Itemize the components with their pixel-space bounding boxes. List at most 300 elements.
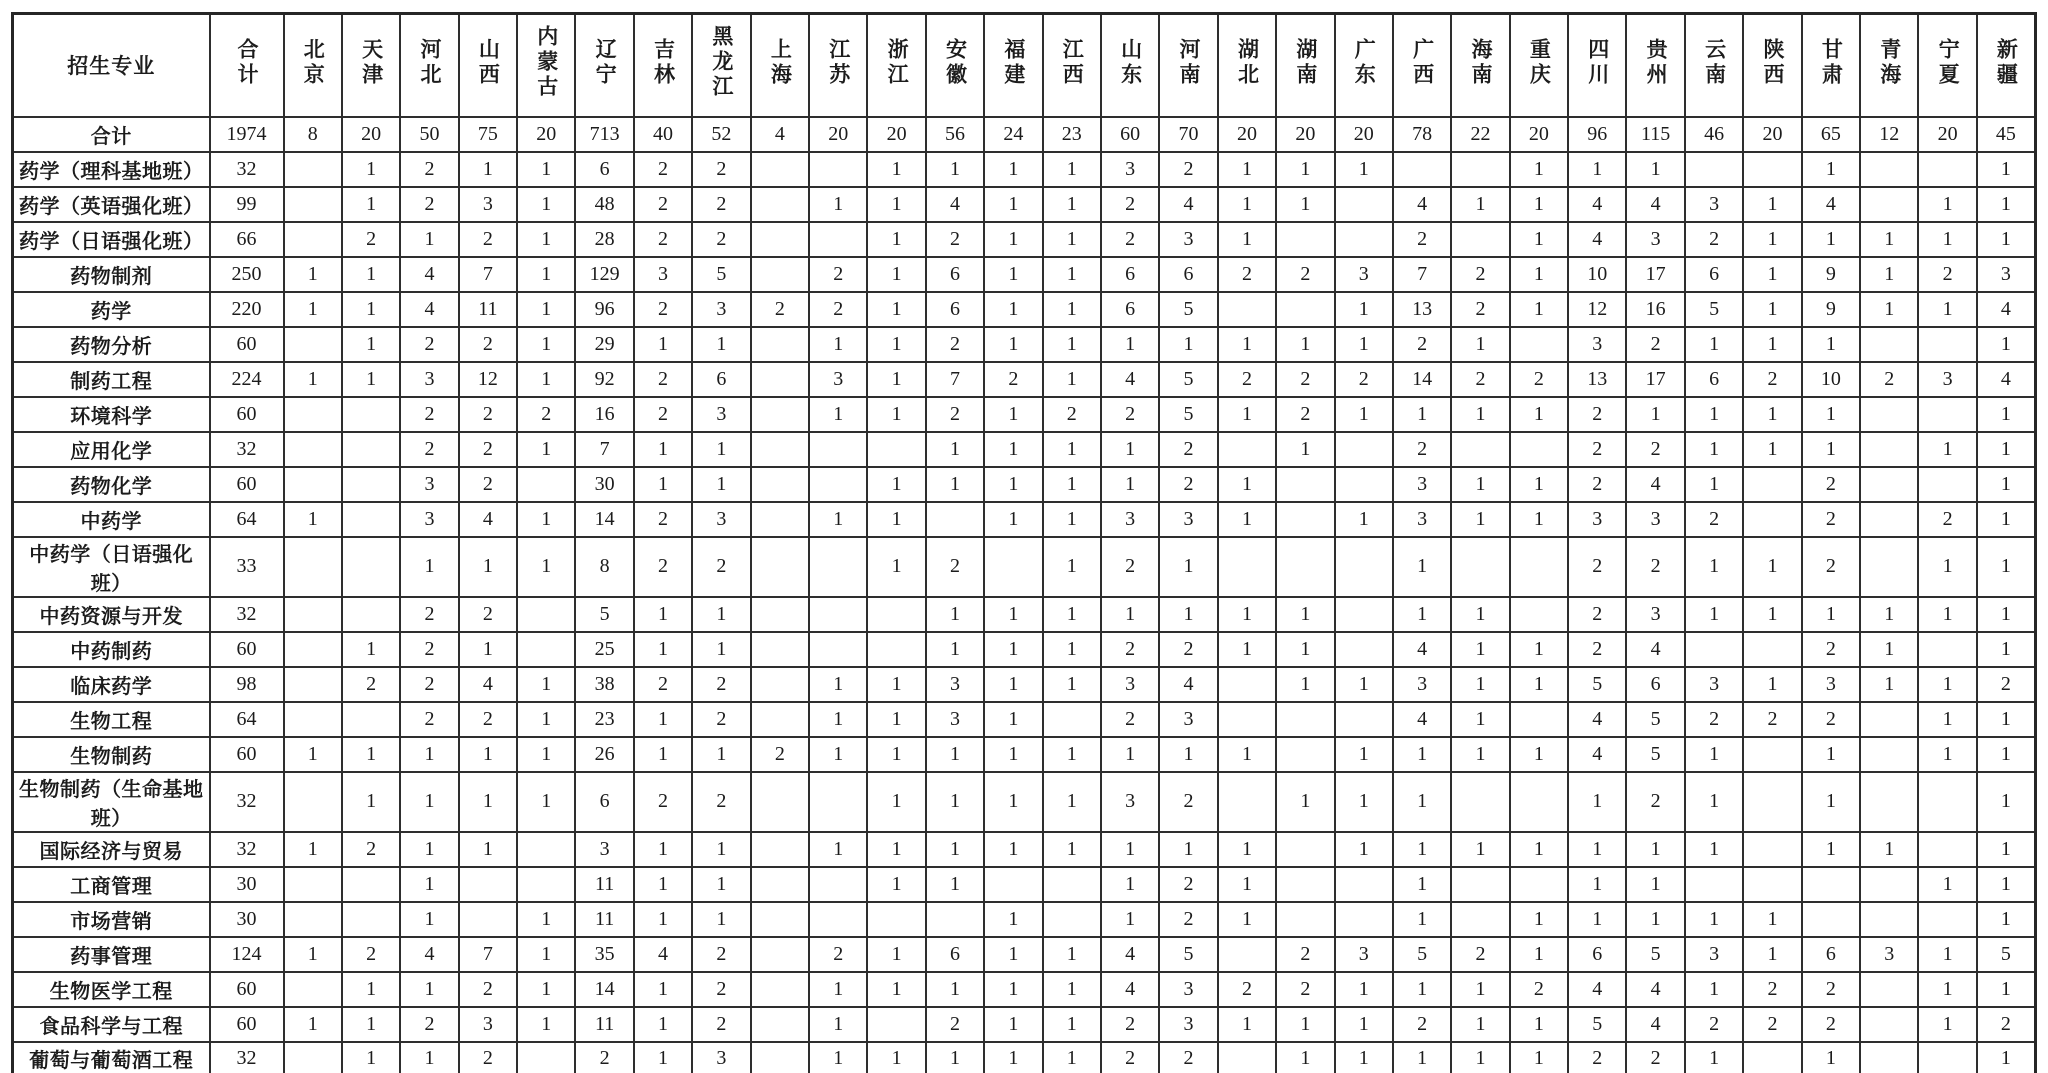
value-cell: 1 [1626,832,1684,867]
value-cell: 3 [1860,937,1918,972]
value-cell [284,702,342,737]
value-cell: 3 [1568,502,1626,537]
value-cell: 1 [1101,737,1159,772]
value-cell: 2 [1159,467,1217,502]
value-cell [1860,737,1918,772]
value-cell: 65 [1802,117,1860,152]
value-cell: 2 [1393,222,1451,257]
value-cell: 1 [1276,667,1334,702]
value-cell: 1 [1335,1042,1393,1073]
value-cell: 11 [459,292,517,327]
major-name-cell: 中药学（日语强化班） [13,537,210,597]
value-cell: 1 [1393,972,1451,1007]
value-cell: 30 [575,467,633,502]
value-cell: 4 [1393,702,1451,737]
value-cell: 20 [1918,117,1976,152]
value-cell [751,187,809,222]
table-row [13,467,2036,502]
value-cell: 1 [517,937,575,972]
value-cell: 7 [575,432,633,467]
value-cell: 2 [1977,667,2036,702]
value-cell: 2 [1101,397,1159,432]
value-cell: 1 [867,772,925,832]
value-cell [1218,702,1276,737]
value-cell: 1 [1977,632,2036,667]
value-cell: 20 [1218,117,1276,152]
value-cell: 2 [634,187,692,222]
value-cell: 3 [1685,937,1743,972]
value-cell: 1 [1393,902,1451,937]
value-cell: 1 [926,772,984,832]
value-cell: 1 [867,327,925,362]
province-column-header-label: 辽宁 [593,37,618,88]
row-total-cell: 1974 [210,117,284,152]
value-cell: 1 [1685,467,1743,502]
value-cell: 2 [1568,597,1626,632]
value-cell: 1 [517,257,575,292]
province-column-header [1743,14,1801,117]
value-cell: 1 [1743,667,1801,702]
table-row [13,832,2036,867]
value-cell: 1 [634,432,692,467]
province-column-header-label: 贵州 [1644,37,1669,88]
row-total-cell: 66 [210,222,284,257]
value-cell: 1 [867,667,925,702]
value-cell [1510,772,1568,832]
value-cell: 2 [1802,467,1860,502]
value-cell: 29 [575,327,633,362]
province-column-header-label: 江西 [1060,37,1085,88]
value-cell [1335,632,1393,667]
table-row [13,397,2036,432]
province-column-header [400,14,458,117]
value-cell: 11 [575,1007,633,1042]
value-cell: 1 [926,597,984,632]
value-cell: 1 [634,597,692,632]
value-cell [751,502,809,537]
value-cell: 1 [517,502,575,537]
value-cell: 2 [1159,632,1217,667]
province-column-header [575,14,633,117]
row-total-cell: 99 [210,187,284,222]
value-cell [284,222,342,257]
value-cell: 1 [1977,152,2036,187]
value-cell [342,432,400,467]
province-column-header [984,14,1042,117]
value-cell [926,902,984,937]
value-cell: 1 [1977,187,2036,222]
province-column-header-label: 内蒙古 [534,25,559,101]
value-cell [809,902,867,937]
province-column-header-label: 云南 [1702,37,1727,88]
value-cell: 1 [1043,257,1101,292]
value-cell: 10 [1802,362,1860,397]
value-cell: 1 [400,972,458,1007]
row-total-cell: 32 [210,1042,284,1073]
value-cell: 3 [1335,257,1393,292]
value-cell: 5 [1159,937,1217,972]
province-column-header [926,14,984,117]
total-column-header-label: 合计 [235,37,259,88]
value-cell [284,902,342,937]
value-cell: 2 [1802,702,1860,737]
province-column-header-label: 重庆 [1527,37,1552,88]
province-column-header-label: 黑龙江 [709,25,734,101]
row-total-cell: 60 [210,972,284,1007]
value-cell: 1 [984,432,1042,467]
value-cell: 1 [1218,327,1276,362]
value-cell: 5 [1626,702,1684,737]
row-total-cell: 224 [210,362,284,397]
value-cell: 1 [1977,467,2036,502]
row-total-cell: 60 [210,1007,284,1042]
major-name-cell: 药物分析 [13,327,210,362]
value-cell: 2 [1101,1042,1159,1073]
value-cell: 1 [1510,1007,1568,1042]
province-column-header-label: 青海 [1877,37,1902,88]
value-cell: 1 [1451,597,1509,632]
value-cell [1335,902,1393,937]
value-cell: 1 [342,1042,400,1073]
value-cell: 2 [400,1007,458,1042]
value-cell: 1 [1393,537,1451,597]
value-cell: 1 [1393,737,1451,772]
value-cell: 2 [1043,397,1101,432]
value-cell: 1 [1451,187,1509,222]
value-cell: 1 [809,327,867,362]
value-cell: 10 [1568,257,1626,292]
province-column-header-label: 海南 [1469,37,1493,88]
province-column-header [1043,14,1101,117]
major-name-cell: 合计 [13,117,210,152]
province-column-header-label: 安徽 [943,37,968,88]
value-cell: 3 [1685,187,1743,222]
value-cell [1276,702,1334,737]
value-cell: 1 [1802,737,1860,772]
value-cell: 1 [1335,832,1393,867]
value-cell: 1 [1860,667,1918,702]
value-cell [342,702,400,737]
value-cell: 5 [1685,292,1743,327]
value-cell: 2 [1802,537,1860,597]
value-cell: 2 [1101,537,1159,597]
province-column-header-label: 湖北 [1235,37,1260,88]
value-cell: 1 [1918,537,1976,597]
province-column-header [1568,14,1626,117]
value-cell: 4 [1568,737,1626,772]
value-cell: 1 [1043,502,1101,537]
value-cell: 1 [1510,667,1568,702]
value-cell: 1 [517,702,575,737]
value-cell: 2 [984,362,1042,397]
value-cell: 2 [400,632,458,667]
value-cell: 1 [342,1007,400,1042]
value-cell: 1 [517,1007,575,1042]
province-column-header [692,14,750,117]
value-cell [867,432,925,467]
value-cell: 1 [1043,1007,1101,1042]
value-cell: 4 [1626,972,1684,1007]
value-cell [517,867,575,902]
value-cell: 1 [342,632,400,667]
value-cell: 1 [809,1042,867,1073]
value-cell [1510,327,1568,362]
value-cell [517,832,575,867]
value-cell: 1 [692,467,750,502]
value-cell [1218,292,1276,327]
province-column-header-label: 河北 [417,37,442,88]
value-cell: 4 [1977,362,2036,397]
value-cell: 2 [1101,702,1159,737]
value-cell [1218,667,1276,702]
major-name-cell: 药事管理 [13,937,210,972]
value-cell: 2 [1393,1007,1451,1042]
value-cell [1860,467,1918,502]
value-cell: 6 [926,937,984,972]
value-cell: 1 [809,667,867,702]
value-cell: 1 [1043,327,1101,362]
value-cell: 5 [1977,937,2036,972]
value-cell: 1 [1510,467,1568,502]
value-cell: 1 [459,737,517,772]
value-cell [809,772,867,832]
value-cell: 3 [926,667,984,702]
value-cell: 4 [1393,187,1451,222]
value-cell: 1 [1101,902,1159,937]
value-cell: 1 [984,772,1042,832]
value-cell: 1 [867,362,925,397]
value-cell: 1 [1043,362,1101,397]
value-cell: 1 [1918,737,1976,772]
value-cell: 2 [634,502,692,537]
value-cell: 2 [1159,152,1217,187]
value-cell: 1 [1510,397,1568,432]
value-cell: 1 [809,972,867,1007]
value-cell: 2 [459,972,517,1007]
value-cell: 1 [400,902,458,937]
value-cell: 2 [1101,1007,1159,1042]
value-cell: 1 [867,502,925,537]
value-cell: 1 [1043,432,1101,467]
value-cell: 3 [634,257,692,292]
province-column-header [1977,14,2036,117]
value-cell: 2 [400,432,458,467]
value-cell: 1 [867,187,925,222]
value-cell: 2 [692,222,750,257]
row-total-cell: 60 [210,632,284,667]
value-cell: 14 [575,502,633,537]
province-column-header [1685,14,1743,117]
value-cell: 1 [1159,327,1217,362]
value-cell: 2 [400,397,458,432]
value-cell [1276,737,1334,772]
value-cell: 1 [1626,152,1684,187]
value-cell: 1 [984,222,1042,257]
value-cell: 1 [1276,632,1334,667]
province-column-header [1626,14,1684,117]
value-cell [284,597,342,632]
value-cell: 6 [692,362,750,397]
value-cell: 2 [1159,1042,1217,1073]
value-cell: 2 [751,737,809,772]
value-cell: 1 [984,292,1042,327]
value-cell: 3 [1101,152,1159,187]
value-cell: 1 [867,972,925,1007]
value-cell: 1 [1393,1042,1451,1073]
value-cell: 1 [1802,772,1860,832]
value-cell: 1 [517,737,575,772]
value-cell: 1 [1918,702,1976,737]
value-cell [751,832,809,867]
value-cell: 1 [459,632,517,667]
value-cell: 6 [1568,937,1626,972]
value-cell: 1 [634,1042,692,1073]
value-cell: 1 [1101,432,1159,467]
value-cell: 46 [1685,117,1743,152]
value-cell: 2 [1510,972,1568,1007]
value-cell: 1 [517,292,575,327]
value-cell: 5 [692,257,750,292]
value-cell: 16 [575,397,633,432]
value-cell: 2 [1860,362,1918,397]
value-cell: 40 [634,117,692,152]
value-cell [1335,597,1393,632]
value-cell: 2 [1218,257,1276,292]
value-cell: 2 [1685,222,1743,257]
value-cell: 1 [1043,937,1101,972]
province-column-header-label: 吉林 [651,37,676,88]
value-cell: 1 [1451,1042,1509,1073]
value-cell: 1 [1977,832,2036,867]
value-cell [1860,537,1918,597]
value-cell: 1 [284,362,342,397]
value-cell: 2 [342,222,400,257]
value-cell: 1 [400,772,458,832]
value-cell: 1 [1685,1042,1743,1073]
value-cell [284,667,342,702]
table-row [13,432,2036,467]
value-cell: 1 [1802,597,1860,632]
value-cell: 1 [1043,537,1101,597]
value-cell: 1 [284,737,342,772]
value-cell: 1 [1685,972,1743,1007]
value-cell: 3 [1626,597,1684,632]
value-cell: 2 [1918,502,1976,537]
value-cell: 23 [575,702,633,737]
value-cell: 2 [400,597,458,632]
value-cell [1743,152,1801,187]
value-cell: 5 [1159,292,1217,327]
value-cell: 2 [459,432,517,467]
value-cell [342,397,400,432]
value-cell: 1 [1218,502,1276,537]
value-cell [751,1042,809,1073]
value-cell: 1 [867,537,925,597]
value-cell: 5 [1626,737,1684,772]
value-cell: 1 [1685,432,1743,467]
value-cell [1860,1042,1918,1073]
value-cell: 1 [1977,902,2036,937]
value-cell: 2 [1977,1007,2036,1042]
value-cell: 4 [1626,467,1684,502]
value-cell: 1 [1568,152,1626,187]
value-cell: 4 [1977,292,2036,327]
value-cell: 13 [1393,292,1451,327]
value-cell: 2 [1159,867,1217,902]
value-cell [1918,772,1976,832]
value-cell: 1 [984,702,1042,737]
value-cell: 3 [1101,502,1159,537]
value-cell: 7 [459,937,517,972]
value-cell: 1 [1043,222,1101,257]
value-cell: 1 [284,292,342,327]
value-cell: 1 [1743,327,1801,362]
value-cell: 2 [1101,632,1159,667]
value-cell: 1 [1335,292,1393,327]
value-cell: 1 [1393,832,1451,867]
province-column-header-label: 北京 [301,37,326,88]
value-cell: 1 [1918,667,1976,702]
value-cell: 3 [575,832,633,867]
value-cell: 1 [926,867,984,902]
value-cell [1860,772,1918,832]
province-column-header-label: 广西 [1410,37,1435,88]
value-cell: 1 [1860,257,1918,292]
major-name-cell: 药学（英语强化班） [13,187,210,222]
value-cell [1510,702,1568,737]
value-cell: 7 [1393,257,1451,292]
value-cell: 1 [1510,502,1568,537]
value-cell: 1 [1451,737,1509,772]
value-cell [1218,1042,1276,1073]
value-cell [867,1007,925,1042]
value-cell: 3 [1626,502,1684,537]
value-cell: 1 [342,257,400,292]
value-cell: 2 [751,292,809,327]
value-cell: 2 [1626,327,1684,362]
value-cell [1918,397,1976,432]
province-column-header-label: 浙江 [885,37,910,88]
value-cell [751,772,809,832]
value-cell: 1 [517,152,575,187]
value-cell [517,1042,575,1073]
value-cell: 5 [575,597,633,632]
value-cell: 1 [459,772,517,832]
value-cell [1510,597,1568,632]
value-cell: 2 [692,702,750,737]
value-cell: 1 [1043,737,1101,772]
value-cell: 2 [692,772,750,832]
value-cell [1276,867,1334,902]
value-cell: 1 [1860,632,1918,667]
value-cell: 3 [400,362,458,397]
value-cell: 3 [1159,972,1217,1007]
value-cell: 92 [575,362,633,397]
row-total-cell: 30 [210,902,284,937]
province-column-header [1860,14,1918,117]
value-cell: 1 [984,397,1042,432]
value-cell: 2 [459,222,517,257]
value-cell: 1 [1451,467,1509,502]
value-cell: 2 [1802,1007,1860,1042]
province-column-header-label: 湖南 [1293,37,1318,88]
value-cell: 4 [1568,222,1626,257]
value-cell: 1 [459,832,517,867]
value-cell: 1 [1159,832,1217,867]
value-cell [284,632,342,667]
value-cell: 6 [1802,937,1860,972]
value-cell: 38 [575,667,633,702]
